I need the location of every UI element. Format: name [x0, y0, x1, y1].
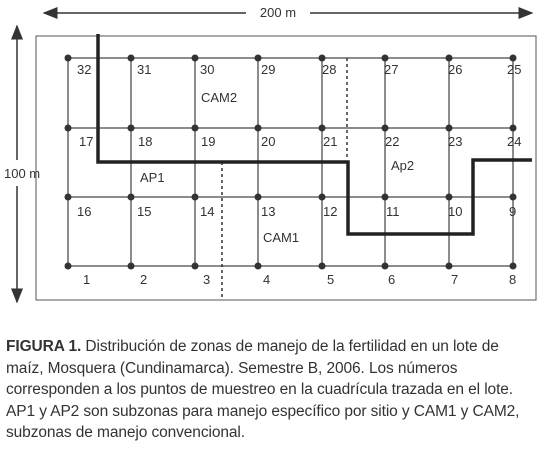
point-label: 27 [384, 62, 399, 77]
figure-caption-text: Distribución de zonas de manejo de la fertilidad en un lote de maíz, Mosquera (Cundinamarca). Semestre B, 2006. Los números corresponden a los puntos de muestreo en la cuadrícula trazada en el lote. AP1 y AP2 son subzonas para manejo específico por sitio y CAM1 y CAM2, subzonas de manejo convencional. [6, 338, 520, 441]
point-label: 31 [137, 62, 152, 77]
point-label: 14 [200, 204, 215, 219]
point-label: 30 [200, 62, 215, 77]
point-label: 23 [448, 134, 463, 149]
point-label: 9 [509, 204, 517, 219]
point-label: 28 [322, 62, 337, 77]
point-label: 26 [448, 62, 463, 77]
point-label: 29 [261, 62, 276, 77]
point-label: 22 [385, 134, 400, 149]
point-label: 5 [327, 272, 335, 287]
point-label: 16 [77, 204, 92, 219]
point-label: 17 [79, 134, 94, 149]
point-label: 2 [140, 272, 148, 287]
point-label: 20 [261, 134, 276, 149]
point-label: 4 [263, 272, 271, 287]
point-label: 3 [203, 272, 211, 287]
point-label: 19 [201, 134, 216, 149]
width-label: 200 m [259, 5, 297, 20]
point-label: 21 [323, 134, 338, 149]
zone-boundary-line [98, 34, 532, 234]
point-label: 7 [451, 272, 459, 287]
point-label: 32 [77, 62, 92, 77]
point-label: 10 [448, 204, 463, 219]
zone-label-ap1: AP1 [140, 170, 165, 185]
point-label: 24 [507, 134, 522, 149]
figure-caption-label: FIGURA 1. [6, 338, 82, 355]
zone-label-ap2: Ap2 [391, 158, 415, 173]
height-label: 100 m [4, 166, 41, 181]
zone-label-cam2: CAM2 [201, 90, 238, 105]
zone-label-cam1: CAM1 [263, 230, 300, 245]
point-label: 15 [137, 204, 152, 219]
point-label: 18 [138, 134, 153, 149]
point-label: 1 [83, 272, 91, 287]
point-label: 6 [388, 272, 396, 287]
figure-caption [6, 336, 534, 444]
point-label: 8 [509, 272, 517, 287]
point-label: 25 [507, 62, 522, 77]
point-label: 12 [323, 204, 338, 219]
point-label: 11 [386, 204, 400, 219]
point-label: 13 [261, 204, 276, 219]
